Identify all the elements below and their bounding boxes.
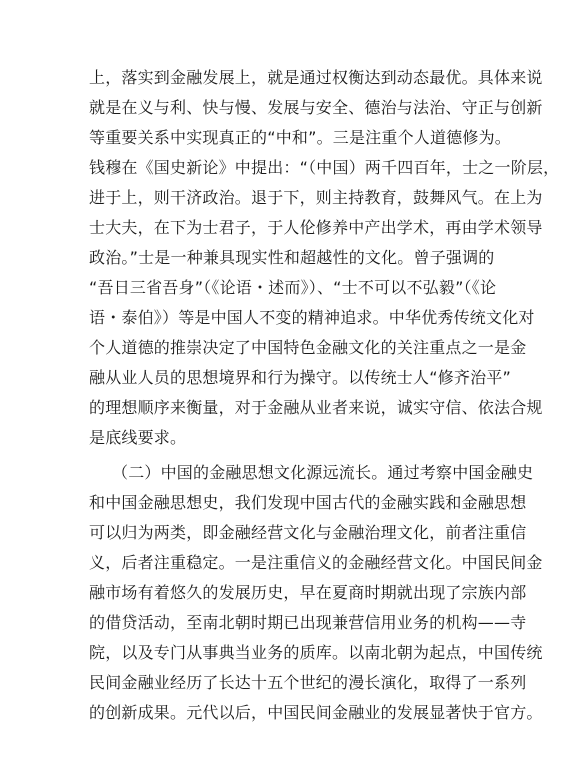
text-line: 的借贷活动，至南北朝时期已出现兼营信用业务的机构——寺	[89, 613, 527, 632]
text-line: 融从业人员的思想境界和行为操守。以传统士人“修齐治平”	[89, 368, 511, 387]
text-line: 个人道德的推崇决定了中国特色金融文化的关注重点之一是金	[89, 338, 527, 357]
text-line: “吾日三省吾身”（《论语・述而》）、“士不可以不弘毅”（《论	[89, 278, 497, 297]
text-line: 院，以及专门从事典当业务的质库。以南北朝为起点，中国传统	[89, 643, 543, 662]
text-line: 的理想顺序来衡量，对于金融从业者来说，诚实守信、依法合规	[89, 398, 543, 417]
text-line: 钱穆在《国史新论》中提出：“（中国）两千四百年，士之一阶层，	[89, 158, 560, 177]
text-line: 融市场有着悠久的发展历史，早在夏商时期就出现了宗族内部	[89, 583, 527, 602]
text-line: 等重要关系中实现真正的“中和”。三是注重个人道德修为。	[89, 128, 511, 147]
text-line: 义，后者注重稳定。一是注重信义的金融经营文化。中国民间金	[89, 553, 543, 572]
text-line: 政治。”士是一种兼具现实性和超越性的文化。曾子强调的	[89, 248, 495, 267]
text-line: 士大夫，在下为士君子，于人伦修养中产出学术，再由学术领导	[89, 218, 543, 237]
text-line: （二）中国的金融思想文化源远流长。通过考察中国金融史	[112, 463, 534, 482]
text-line: 进于上，则干济政治。退于下，则主持教育，鼓舞风气。在上为	[89, 188, 543, 207]
text-line: 就是在义与利、快与慢、发展与安全、德治与法治、守正与创新	[89, 98, 543, 117]
text-line: 的创新成果。元代以后，中国民间金融业的发展显著快于官方。	[89, 703, 543, 722]
text-line: 是底线要求。	[89, 428, 187, 447]
text-line: 民间金融业经历了长达十五个世纪的漫长演化，取得了一系列	[89, 673, 527, 692]
text-line: 上，落实到金融发展上，就是通过权衡达到动态最优。具体来说	[89, 68, 543, 87]
text-line: 和中国金融思想史，我们发现中国古代的金融实践和金融思想	[89, 493, 527, 512]
text-line: 可以归为两类，即金融经营文化与金融治理文化，前者注重信	[89, 523, 527, 542]
text-line: 语・泰伯》）等是中国人不变的精神追求。中华优秀传统文化对	[89, 308, 535, 327]
